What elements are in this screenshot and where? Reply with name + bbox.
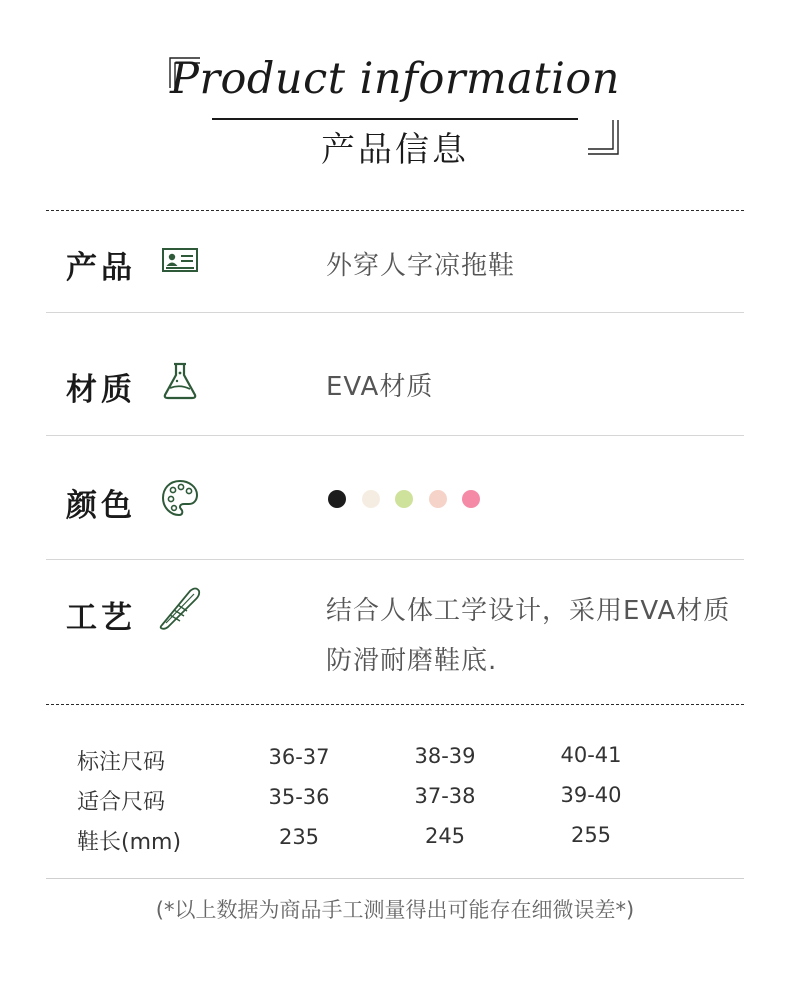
title-underline [212,118,578,120]
divider-2 [46,435,744,436]
table-cell: 255 [570,823,612,847]
table-cell: 38-39 [414,744,476,768]
flask-icon [160,361,200,401]
color-swatch-pink [462,490,480,508]
slipper-icon [156,585,202,631]
divider-1 [46,312,744,313]
craft-desc-line1: 结合人体工学设计，采用EVA材质 [326,596,731,626]
measurement-note: (*以上数据为商品手工测量得出可能存在细微误差*) [155,898,635,922]
table-cell: 36-37 [268,745,330,769]
product-value: 外穿人字凉拖鞋 [326,251,516,281]
color-label: 颜色 [66,488,136,524]
divider-dashed-top [46,210,744,211]
table-cell: 35-36 [268,785,330,809]
title-english: Product information [170,54,620,104]
table-cell: 245 [424,824,466,848]
color-swatch-black [328,490,346,508]
row-label-shoe-length: 鞋长(mm) [77,830,182,855]
material-label: 材质 [66,372,136,408]
material-value: EVA材质 [326,372,434,402]
divider-3 [46,559,744,560]
table-cell: 37-38 [414,784,476,808]
table-cell: 235 [278,825,320,849]
divider-dashed-bottom [46,704,744,705]
right-corner-bracket-icon [586,118,620,156]
id-card-icon [161,243,199,277]
craft-label: 工艺 [66,600,136,636]
color-swatch-peach [429,490,447,508]
row-label-fit-size: 适合尺码 [77,790,166,815]
title-chinese: 产品信息 [321,130,469,170]
craft-desc-line2: 防滑耐磨鞋底. [326,646,498,676]
palette-icon [160,478,200,518]
color-swatch-cream [362,490,380,508]
divider-note [46,878,744,879]
color-swatch-green [395,490,413,508]
table-cell: 40-41 [560,743,622,767]
row-label-marked-size: 标注尺码 [77,750,166,775]
table-cell: 39-40 [560,783,622,807]
product-label: 产品 [66,250,136,286]
